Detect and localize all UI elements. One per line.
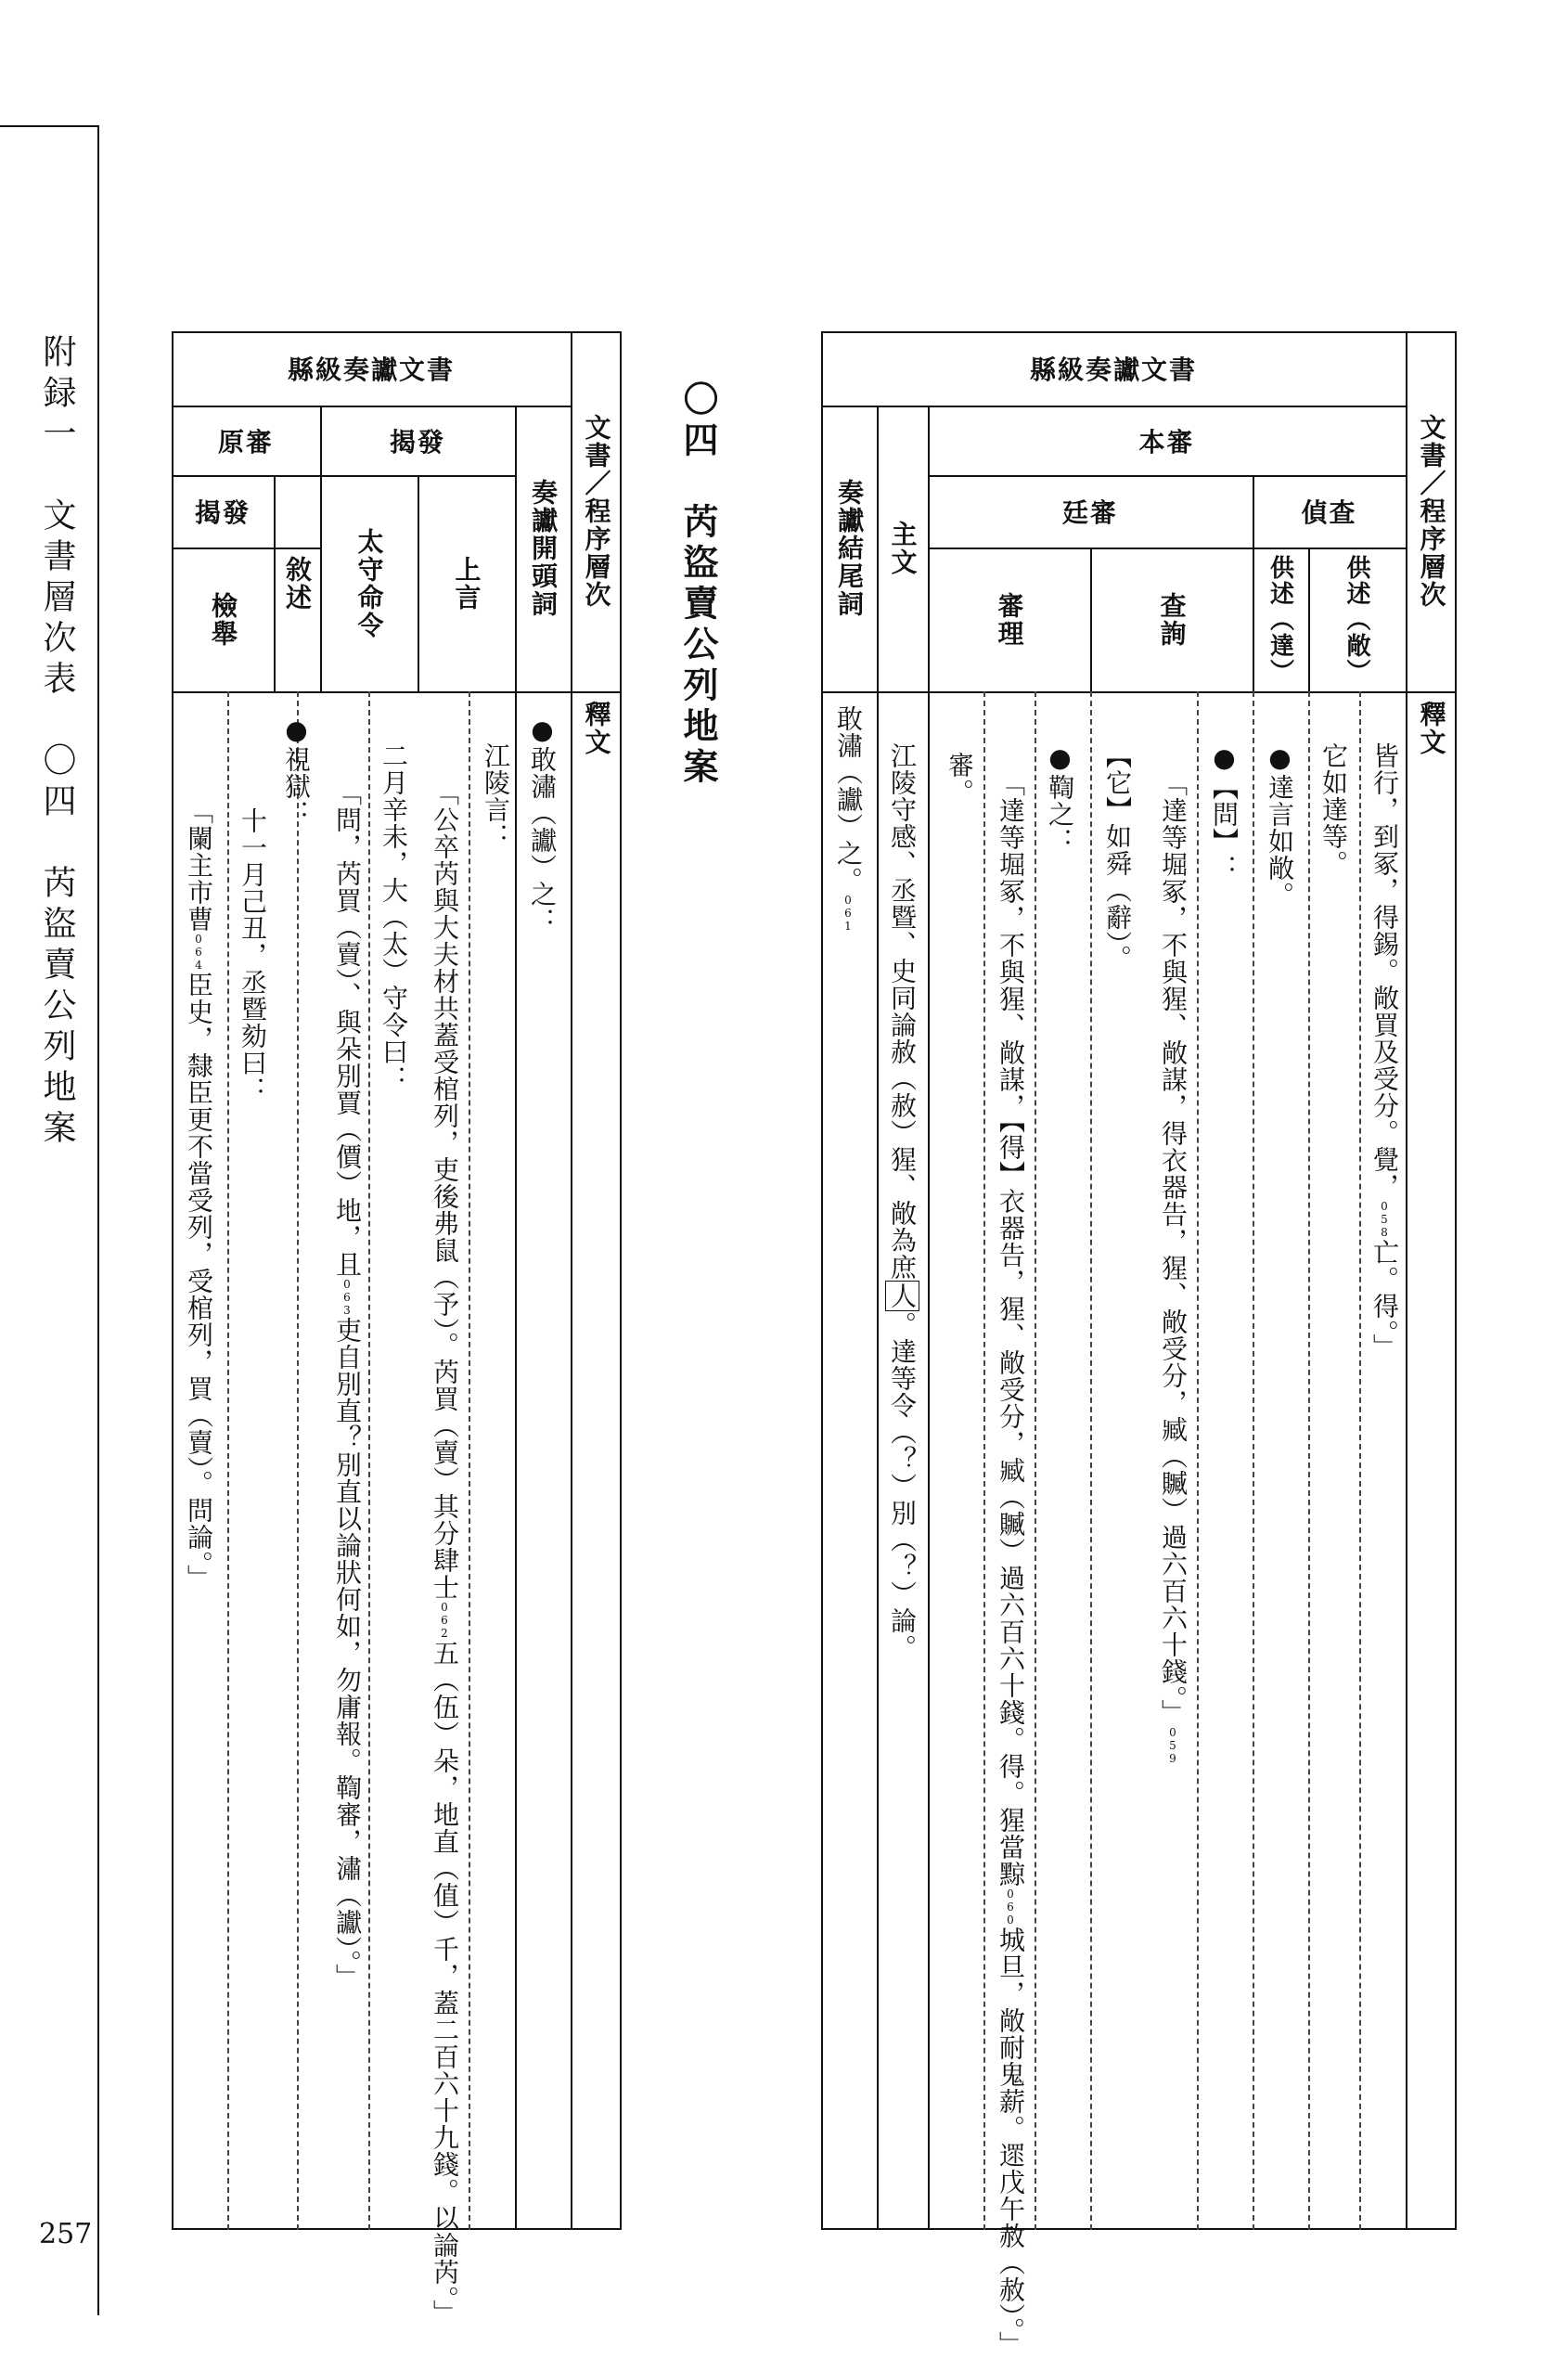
table-a-taishou-a: 二月辛未，大（太）守令曰： (379, 742, 409, 1092)
table-a-shangyan-a: 江陵言： (481, 742, 511, 850)
table-a-dash (227, 691, 229, 2230)
table-b-doc-level-header: 文書／程序層次 (1416, 414, 1447, 609)
running-head-case-title: 芮盜賣公列地案 (38, 865, 76, 1151)
table-b-final-header: 奏讞結尾詞 (834, 479, 865, 618)
table-a-jiefa-header: 揭發 (389, 426, 445, 457)
shangyan-note: 062 (438, 1601, 451, 1640)
table-b-main-header: 主文 (887, 521, 919, 576)
table-a-doc-level-header: 文書／程序層次 (581, 414, 612, 609)
table-a-taishou-header: 太守命令 (353, 527, 385, 639)
margin-top-rule (0, 125, 97, 127)
table-b-da-text: ●達言如敞。 (1265, 742, 1295, 908)
table-b-shenli-shen: 審。 (945, 752, 975, 805)
table-a-opening-header: 奏讞開頭詞 (528, 479, 559, 618)
table-b-final-text: 敢潚（讞）之。061 (833, 705, 864, 933)
table-b-dash (1035, 691, 1036, 2230)
table-a-shangyan-b: 「公卒芮與大夫材共蓋受棺列，吏後弗鼠（予）。芮買（賣）其分肆士062五（伍）朵，地直（值）千，蓋二百六十九錢。以論芮。」 (430, 780, 460, 2326)
table-b-dash (1197, 691, 1199, 2230)
table-b-top-header: 縣級奏讞文書 (1029, 354, 1197, 385)
table-a-shiwen-header: 釋文 (581, 701, 612, 756)
table-b-shenli-ju: ●鞫之： (1045, 742, 1075, 855)
table-a-jianju-a: 十一月己丑，丞暨劾曰： (238, 807, 268, 1103)
page-number: 257 (39, 2218, 93, 2250)
main-boxed-char: 人 (887, 1282, 918, 1309)
table-b-dash (1090, 691, 1092, 2230)
table-b-line (821, 691, 1457, 693)
table-a-yuanshen-header: 原審 (217, 426, 274, 457)
table-b-tingshen-header: 廷審 (1061, 497, 1118, 528)
table-a-jianju-b: 「闌主市曹064臣史，隸臣更不當受列，受棺列，買（賣）。問論。」 (184, 798, 214, 1591)
table-b-chaxun-b: 【它】如舜（辭）。 (1102, 742, 1133, 972)
case-heading: 〇四 芮盜賣公列地案 (677, 380, 719, 789)
table-a-top-header: 縣級奏讞文書 (287, 354, 455, 385)
table-a-dash (469, 691, 470, 2230)
taishou-note: 063 (341, 1278, 353, 1317)
table-a-xushu-text: ●視獄： (281, 715, 312, 827)
table-b-dash (1253, 691, 1254, 2230)
table-b-dash (983, 691, 985, 2230)
table-a-taishou-b: 「問，芮買（賣）、與朵別賈（價）地，且063吏自別直？別直以論狀何如，勿庸報。鞫審，潚（讞）。」 (332, 780, 363, 1991)
table-b-chang-line1: 皆行，到冢，得錫。敞買及受分。覺，058亡。得。」 (1369, 742, 1400, 1360)
table-a-jiefa2-header: 揭發 (194, 497, 251, 528)
running-head-appendix: 附録一 (38, 334, 76, 457)
chaxun-note: 059 (1166, 1726, 1179, 1765)
table-b-main-text: 江陵守感、丞暨、史同論赦（赦）猩、敞為庶人。達等令（？）別（？）論。 (887, 742, 918, 1661)
table-b-dash (1359, 691, 1361, 2230)
table-b-chaxun-a: 「達等堀冢，不與猩、敞謀，得衣器告，猩、敞受分，臧（贓）過六百六十錢。」059 (1158, 770, 1189, 1765)
table-b-chaxun-wen: ●【問】： (1209, 742, 1240, 882)
table-b-zhencha-header: 偵查 (1301, 497, 1357, 528)
table-b-chaxun-header: 查詢 (1156, 591, 1188, 648)
jianju-note: 064 (192, 933, 205, 972)
table-a-dash (368, 691, 370, 2230)
table-b-gongshu-chang-header: 供述（敞） (1343, 554, 1370, 685)
running-head-section: 文書層次表 (38, 497, 76, 702)
table-a-shangyan-header: 上言 (451, 555, 482, 612)
running-head-case-no: 〇四 (38, 742, 76, 824)
table-b-shenli-header: 審理 (994, 591, 1025, 648)
table-a-xushu-header: 敘述 (282, 555, 313, 612)
table-b-da-prefix: 它如達等。 (1318, 742, 1349, 877)
table-b-shiwen-header: 釋文 (1416, 701, 1447, 756)
table-a-opening-text: ●敢潚（讞）之： (527, 715, 558, 934)
chang-note: 058 (1378, 1200, 1391, 1239)
margin-rule (97, 125, 99, 2315)
running-head (33, 334, 81, 1151)
shenli-note: 060 (1004, 1888, 1017, 1926)
table-b-dash (1308, 691, 1310, 2230)
final-note: 061 (842, 894, 855, 933)
table-b-shenli-main: 「達等堀冢，不與猩、敞謀，【得】衣器告，猩、敞受分，臧（贓）過六百六十錢。得。猩當黥060城旦，敞耐鬼薪。遝戊午赦（赦）。」 (996, 770, 1026, 2358)
table-b-gongshu-da-header: 供述（達） (1266, 554, 1294, 685)
table-a-jianju-header: 檢舉 (208, 591, 238, 648)
table-a-line (172, 691, 622, 693)
table-b-benshen-header: 本審 (1138, 426, 1195, 457)
table-a-dash (297, 691, 299, 2230)
